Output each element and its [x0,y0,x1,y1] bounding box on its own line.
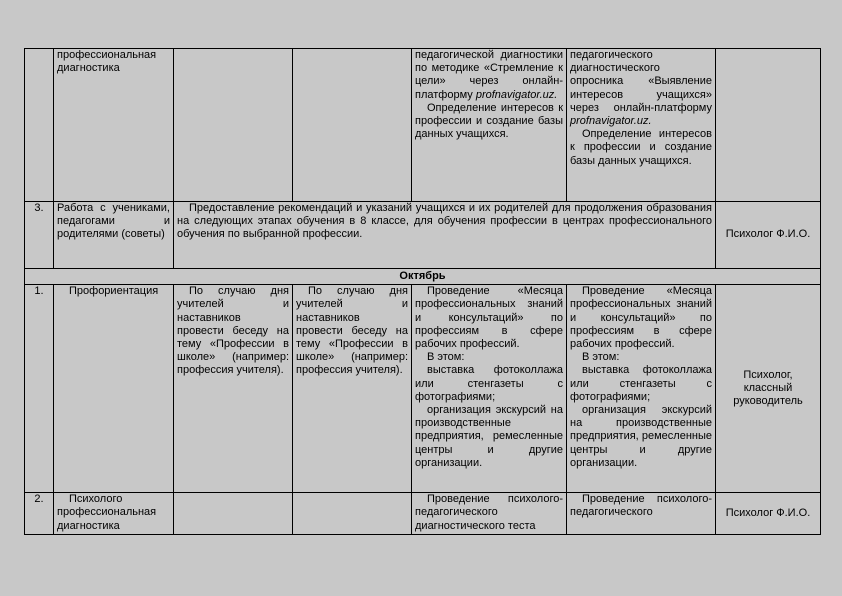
row-responsible: Психолог Ф.И.О. [716,493,821,535]
row-cell: Проведение психолого-педагогического [567,493,716,535]
row-number: 1. [25,285,54,493]
table-row [25,49,821,202]
row-direction: Профориентация [54,285,174,493]
row-cell: педагогической диагностики по методике «Стремление к цели» через онлайн-платформу profnavigator.uz. Определение интересов к профессии и создание базы данных учащихся. [412,49,567,202]
row-cell: педагогического диагностического опросника «Выявление интересов учащихся» через онлайн-платформу profnavigator.uz. Определение интересов к профессии и создание базы данных учащихся. [567,49,716,202]
row-cell: По случаю дня учителей и наставников провести беседу на тему «Профессии в школе» (например: профессия учителя). [293,285,412,493]
row-number: 2. [25,493,54,535]
month-row [25,269,821,285]
row-cell [293,49,412,202]
row-cell: Проведение «Месяца профессиональных знаний и консультаций» по профессиям в сфере рабочих профессий. В этом: выставка фотоколлажа или стенгазеты с фотографиями; организация экскурсий на производственные предприятия, ремесленные центры и другие организации. [412,285,567,493]
row-direction: Работа с учениками, педагогами и родителями (советы) [54,202,174,269]
row-cell: Проведение «Месяца профессиональных знаний и консультаций» по профессиям в сфере рабочих профессий. В этом: выставка фотоколлажа или стенгазеты с фотографиями; организация экскурсий на производственные предприятия, ремесленные центры и другие организации. [567,285,716,493]
row-number: 3. [25,202,54,269]
row-responsible: Психолог, классный руководитель [716,285,821,493]
row-cell: Проведение психолого-педагогического диагностического теста [412,493,567,535]
row-direction: профессиональная диагностика [54,49,174,202]
month-heading: Октябрь [25,269,821,285]
row-cell [293,493,412,535]
table-row [25,202,821,269]
row-cell [174,493,293,535]
row-content: Предоставление рекомендаций и указаний учащихся и их родителей для продолжения образования на следующих этапах обучения в 8 классе, для обучения профессии в центрах профессионального обучения по выбранной профессии. [174,202,716,269]
row-cell: По случаю дня учителей и наставников провести беседу на тему «Профессии в школе» (например: профессия учителя). [174,285,293,493]
table-row [25,493,821,535]
row-direction: Психолого профессиональная диагностика [54,493,174,535]
row-responsible: Психолог Ф.И.О. [716,202,821,269]
row-number [25,49,54,202]
row-responsible [716,49,821,202]
plan-table [24,48,821,535]
table-row [25,285,821,493]
row-cell [174,49,293,202]
